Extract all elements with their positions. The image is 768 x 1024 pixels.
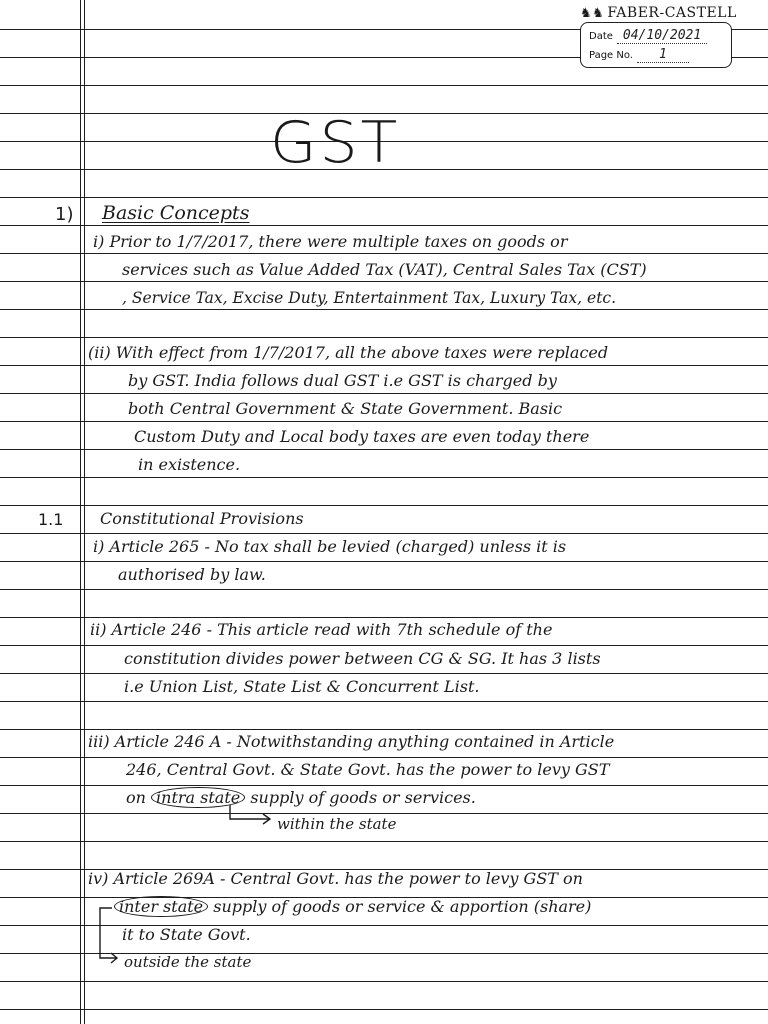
date-page-box — [580, 22, 732, 68]
note-text: outside the state — [124, 953, 252, 971]
text-line: by GST. India follows dual GST i.e GST is charged by — [128, 371, 557, 390]
margin-line-left — [80, 0, 81, 1024]
text-fragment: on — [126, 788, 146, 807]
text-line: iii) Article 246 A - Notwithstanding anything contained in Article — [88, 732, 615, 751]
text-line: it to State Govt. — [122, 925, 251, 944]
text-line: iv) Article 269A - Central Govt. has the power to levy GST on — [88, 869, 583, 888]
text-line — [114, 898, 591, 916]
date-value: 04/10/2021 — [617, 28, 707, 44]
text-line: constitution divides power between CG & SG. It has 3 lists — [124, 649, 601, 668]
page-value: 1 — [637, 47, 689, 63]
section-number: 1) — [55, 204, 74, 225]
text-line: authorised by law. — [118, 565, 266, 584]
text-line: (ii) With effect from 1/7/2017, all the above taxes were replaced — [88, 343, 609, 362]
arrow-icon — [225, 805, 275, 827]
page-title: GST — [270, 109, 401, 177]
note-text: within the state — [277, 815, 397, 833]
text-line — [126, 789, 476, 807]
knights-logo-icon: ♞♞ — [580, 6, 605, 21]
text-line: i) Prior to 1/7/2017, there were multiple taxes on goods or — [93, 232, 568, 251]
text-line: both Central Government & State Government. Basic — [128, 399, 563, 418]
brand-label — [578, 5, 739, 21]
text-fragment: supply of goods or services. — [250, 788, 476, 807]
date-row — [589, 28, 707, 44]
margin-line-right — [84, 0, 85, 1024]
brand-name: FABER-CASTELL — [607, 5, 737, 21]
circled-term: inter state — [114, 896, 208, 917]
circled-term: intra state — [151, 787, 245, 808]
page-label: Page No. — [589, 50, 633, 61]
text-line: Custom Duty and Local body taxes are even today there — [134, 427, 590, 446]
date-label: Date — [589, 31, 613, 42]
text-fragment: supply of goods or service & apportion (share) — [213, 897, 592, 916]
section-heading: Constitutional Provisions — [100, 509, 304, 528]
text-line: in existence. — [138, 455, 241, 474]
bracket-arrow-icon — [94, 904, 124, 966]
text-line: i.e Union List, State List & Concurrent List. — [124, 677, 480, 696]
text-line: , Service Tax, Excise Duty, Entertainment Tax, Luxury Tax, etc. — [122, 289, 617, 307]
text-line: ii) Article 246 - This article read with 7th schedule of the — [90, 620, 553, 639]
page-row — [589, 47, 689, 63]
text-line: i) Article 265 - No tax shall be levied (charged) unless it is — [93, 537, 567, 556]
text-line: services such as Value Added Tax (VAT), Central Sales Tax (CST) — [122, 260, 647, 279]
section-heading: Basic Concepts — [102, 202, 250, 224]
section-number: 1.1 — [38, 510, 64, 529]
text-line: 246, Central Govt. & State Govt. has the power to levy GST — [126, 760, 610, 779]
